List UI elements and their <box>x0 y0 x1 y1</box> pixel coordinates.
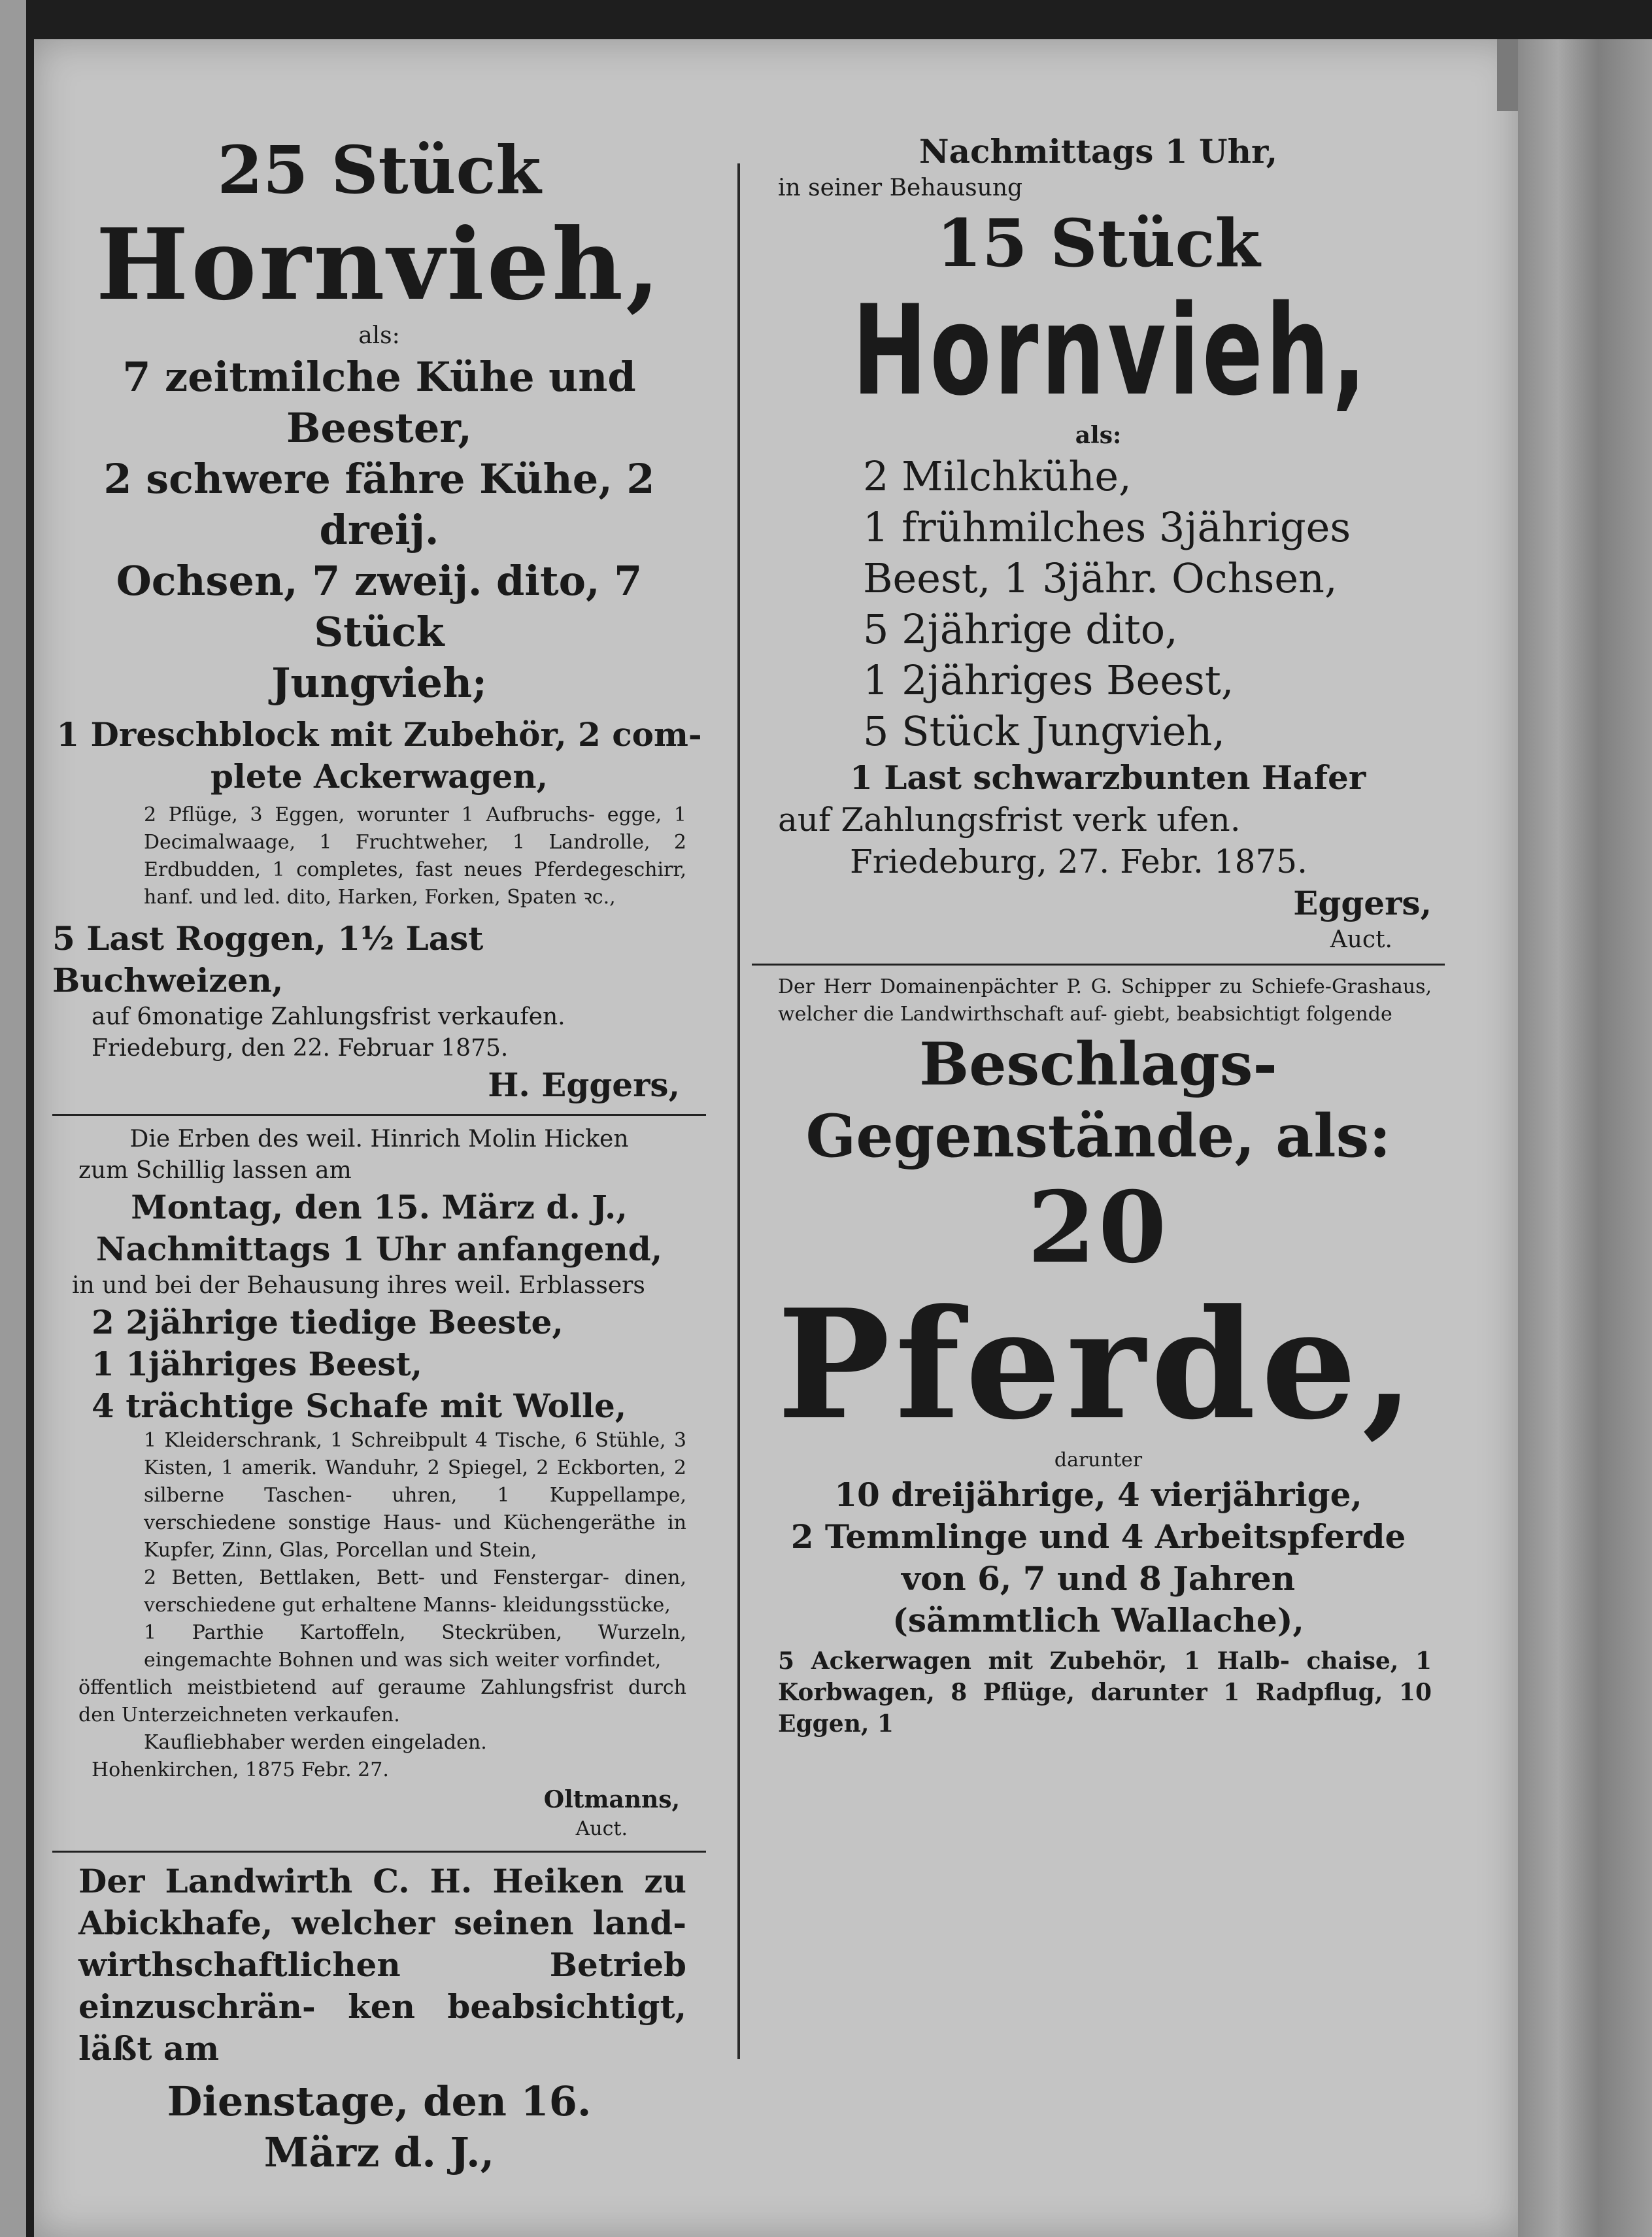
wagons-paragraph: 5 Ackerwagen mit Zubehör, 1 Halb- chaise, 1 Korbwagen, 8 Pflüge, darunter 1 Radpflug, 10 Eggen, 1 <box>778 1647 1432 1738</box>
ad-intro: Die Erben des weil. Hinrich Molin Hicken <box>129 1126 629 1152</box>
sale-terms: öffentlich meistbietend auf geraume Zahlungsfrist durch den Unterzeichneten verkaufen. <box>78 1676 686 1726</box>
item-line: 2 schwere fähre Kühe, 2 dreij. <box>103 455 655 554</box>
facing-page-edge <box>0 0 26 2237</box>
ad-intro: Der Herr Domainenpächter P. G. Schipper zu Schiefe-Grashaus, welcher die Landwirthschaft auf- giebt, beabsichtigt folgende <box>778 975 1432 1026</box>
invitation: Kaufliebhaber werden eingeladen. <box>144 1731 487 1754</box>
item-line: Beest, 1 3jähr. Ochsen, <box>863 554 1338 602</box>
auction-time: Nachmittags 1 Uhr anfangend, <box>95 1230 663 1268</box>
auction-time: Nachmittags 1 Uhr, <box>919 132 1278 171</box>
page-stack-edge <box>1518 39 1652 2237</box>
auction-date: Montag, den 15. März d. J., <box>131 1188 628 1226</box>
item-line: 4 trächtige Schafe mit Wolle, <box>92 1387 627 1425</box>
item-paragraph: 1 Parthie Kartoffeln, Steckrüben, Wurzeln, eingemachte Bohnen und was sich weiter vorfindet, <box>144 1621 686 1672</box>
item-line: 1 Dreschblock mit Zubehör, 2 com- <box>56 715 702 754</box>
auction-location: in und bei der Behausung ihres weil. Erblassers <box>72 1272 645 1299</box>
item-line: 7 zeitmilche Kühe und Beester, <box>122 353 636 452</box>
als-label: als: <box>358 322 400 349</box>
item-line: 2 2jährige tiedige Beeste, <box>92 1303 564 1341</box>
als-label: als: <box>1075 422 1122 449</box>
livestock-title: Hornvieh, <box>852 278 1370 423</box>
sale-terms: auf 6monatige Zahlungsfrist verkaufen. <box>92 1003 565 1030</box>
item-line: Ochsen, 7 zweij. dito, 7 Stück <box>116 557 643 656</box>
livestock-count: 15 Stück <box>936 205 1260 282</box>
auction-date: Dienstage, den 16. <box>167 2077 592 2125</box>
sale-terms: auf Zahlungsfrist verk ufen. <box>778 801 1241 839</box>
left-column <box>52 131 706 2178</box>
item-line: 5 2jährige dito, <box>863 605 1178 653</box>
ad-separator <box>52 1851 706 1853</box>
horses-title: Pferde, <box>777 1277 1420 1453</box>
ad-intro: zum Schillig lassen am <box>78 1157 352 1184</box>
item-paragraph: 2 Betten, Bettlaken, Bett- und Fenstergar- dinen, verschiedene gut erhaltene Manns- kleidungsstücke, <box>144 1566 686 1617</box>
headline-line: Gegenstände, als: <box>805 1102 1391 1171</box>
grain-line: 5 Last Roggen, 1½ Last Buchweizen, <box>52 919 484 1000</box>
signature: Oltmanns, <box>543 1786 680 1813</box>
horse-line: 10 dreijährige, 4 vierjährige, <box>834 1475 1362 1514</box>
ad-separator <box>52 1114 706 1116</box>
item-line: 2 Milchkühe, <box>863 452 1132 500</box>
place-date: Friedeburg, den 22. Februar 1875. <box>92 1035 509 1062</box>
ad-text: Der Landwirth C. H. Heiken zu Abickhafe, welcher seinen land- wirthschaftlichen Betrieb einzuschrän- ken beabsichtigt, läßt am <box>78 1862 686 2068</box>
livestock-title-wrap <box>752 278 1445 423</box>
headline-line: Beschlags- <box>919 1030 1277 1099</box>
item-line: plete Ackerwagen, <box>210 757 548 796</box>
column-divider <box>737 163 740 2059</box>
auction-date: März d. J., <box>263 2128 495 2176</box>
right-column <box>752 131 1445 1740</box>
item-line: 5 Stück Jungvieh, <box>863 707 1226 755</box>
auction-location: in seiner Behausung <box>778 175 1023 201</box>
signature: H. Eggers, <box>488 1066 680 1104</box>
horse-line: (sämmtlich Wallache), <box>892 1601 1304 1640</box>
horse-line: 2 Temmlinge und 4 Arbeitspferde <box>790 1517 1406 1556</box>
livestock-title: Hornvieh, <box>95 207 663 322</box>
place-date: Friedeburg, 27. Febr. 1875. <box>850 843 1307 881</box>
item-line: 1 1jähriges Beest, <box>92 1345 423 1383</box>
horse-line: von 6, 7 und 8 Jahren <box>901 1559 1296 1598</box>
darunter-label: darunter <box>1054 1449 1143 1472</box>
item-line: Jungvieh; <box>271 659 487 707</box>
horse-count: 20 <box>1027 1170 1170 1285</box>
signature-title: Auct. <box>575 1817 628 1840</box>
place-date: Hohenkirchen, 1875 Febr. 27. <box>92 1758 389 1781</box>
signature: Eggers, <box>1293 884 1432 922</box>
item-line: 1 2jähriges Beest, <box>863 656 1234 704</box>
item-paragraph: 1 Kleiderschrank, 1 Schreibpult 4 Tische, 6 Stühle, 3 Kisten, 1 amerik. Wanduhr, 2 Spiegel, 2 Eckborten, 2 silberne Taschen- uhren, 1 Kuppellampe, verschiedene sonstige Haus- und Küchengeräthe in Kupfer, Zinn, Glas, Porcellan und Stein, <box>144 1429 686 1562</box>
item-line: 1 frühmilches 3jähriges <box>863 503 1351 551</box>
livestock-count: 25 Stück <box>217 131 541 209</box>
oats-line: 1 Last schwarzbunten Hafer <box>850 758 1366 797</box>
signature-title: Auct. <box>1330 926 1392 953</box>
ad-separator <box>752 964 1445 966</box>
equipment-list: 2 Pflüge, 3 Eggen, worunter 1 Aufbruchs- egge, 1 Decimalwaage, 1 Fruchtweher, 1 Landrolle, 2 Erdbudden, 1 completes, fast neues Pferdegeschirr, hanf. und led. dito, Harken, Forken, Spaten ꝛc., <box>144 803 686 909</box>
